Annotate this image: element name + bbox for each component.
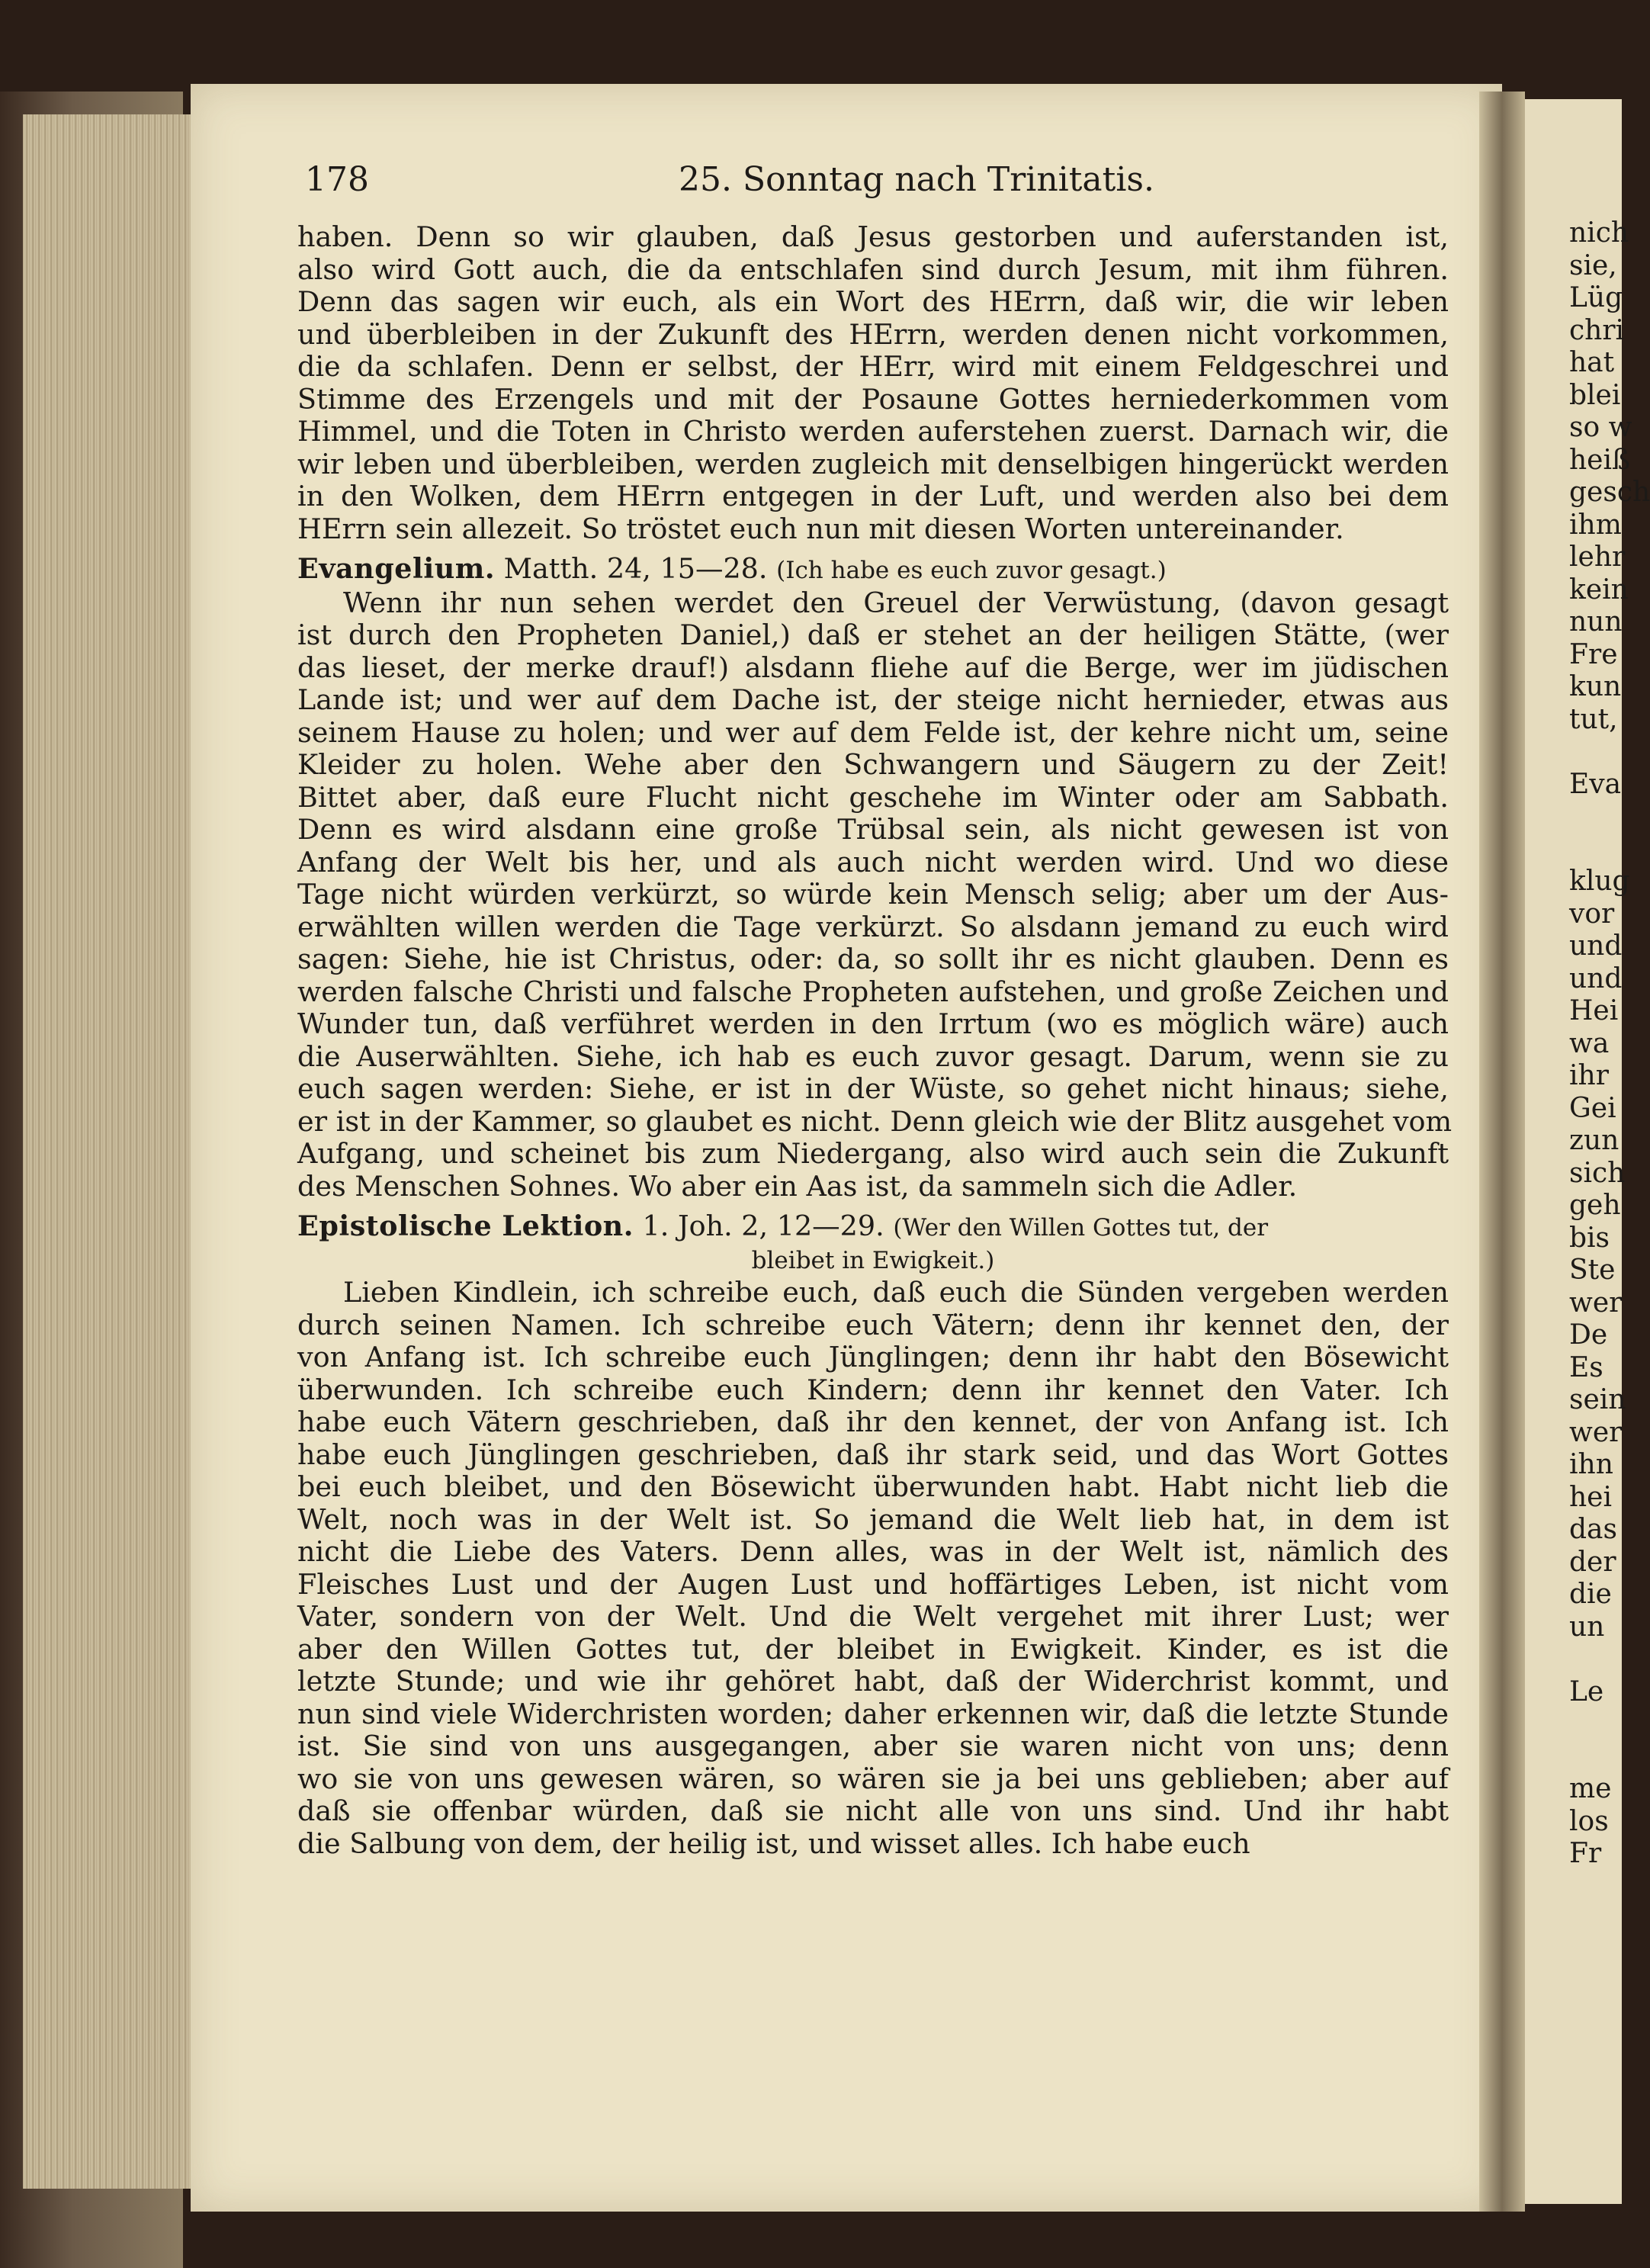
text-line: werden falsche Christi und falsche Propheten aufstehen, und große Zeichen und — [297, 975, 1449, 1008]
text-line: aber den Willen Gottes tut, der bleibet in Ewigkeit. Kinder, es ist die — [297, 1632, 1449, 1666]
adjacent-page-fragment — [1569, 736, 1622, 769]
adjacent-page-fragment: sich — [1569, 1157, 1626, 1189]
text-line: das lieset, der merke drauf!) alsdann fliehe auf die Berge, wer im jüdischen — [297, 651, 1449, 684]
running-head — [305, 160, 1433, 206]
text-line: wo sie von uns gewesen wären, so wären sie ja bei uns geblieben; aber auf — [297, 1762, 1449, 1795]
adjacent-page-fragment: sie, — [1569, 249, 1617, 281]
text-line: Tage nicht würden verkürzt, so würde kein Mensch selig; aber um der Aus- — [297, 878, 1449, 911]
page-edges — [23, 114, 198, 2189]
adjacent-page-fragment: so w — [1569, 412, 1632, 443]
adjacent-page-fragment: blei — [1569, 379, 1621, 411]
text-line: nicht die Liebe des Vaters. Denn alles, was in der Welt ist, nämlich des — [297, 1535, 1449, 1568]
epistle-lesson-note-cont: bleibet in Ewigkeit.) — [751, 1246, 995, 1274]
adjacent-page-fragment: wer — [1569, 1416, 1623, 1448]
text-line: Aufgang, und scheinet bis zum Niedergang, also wird auch sein die Zukunft — [297, 1137, 1449, 1170]
text-line: Lande ist; und wer auf dem Dache ist, der steige nicht hernieder, etwas aus — [297, 683, 1449, 716]
adjacent-page-fragment: vor — [1569, 898, 1615, 930]
adjacent-page-fragment: Eva — [1569, 768, 1622, 800]
text-line: letzte Stunde; und wie ihr gehöret habt, daß der Widerchrist kommt, und — [297, 1665, 1449, 1698]
text-line: also wird Gott auch, die da entschlafen sind durch Jesum, mit ihm führen. — [297, 252, 1449, 286]
text-line: die Salbung von dem, der heilig ist, und wisset alles. Ich habe euch — [297, 1826, 1250, 1860]
adjacent-page-fragment: wa — [1569, 1027, 1610, 1059]
adjacent-page-fragment — [1569, 801, 1622, 834]
adjacent-page-fragment: zun — [1569, 1125, 1620, 1156]
adjacent-page-fragment: und — [1569, 962, 1623, 994]
text-line: Bittet aber, daß eure Flucht nicht geschehe im Winter oder am Sabbath. — [297, 780, 1449, 814]
adjacent-page-fragment: hat — [1569, 347, 1615, 378]
text-line: Denn es wird alsdann eine große Trübsal sein, als nicht gewesen ist von — [297, 813, 1449, 846]
gospel-label: Evangelium. — [297, 552, 496, 585]
adjacent-page-fragment — [1569, 1708, 1622, 1741]
gospel-text — [297, 586, 1453, 1203]
text-line: Vater, sondern von der Welt. Und die Welt vergehet mit ihrer Lust; wer — [297, 1600, 1449, 1633]
adjacent-page-fragment — [1569, 1643, 1622, 1676]
adjacent-page-fragment: klug — [1569, 866, 1630, 897]
text-line: in den Wolken, dem HErrn entgegen in der Luft, und werden also bei dem — [297, 480, 1449, 512]
adjacent-page-fragment: nun — [1569, 606, 1623, 638]
text-line: daß sie offenbar würden, daß sie nicht alle von uns sind. Und ihr habt — [297, 1794, 1449, 1827]
text-line: wir leben und überbleiben, werden zugleich mit denselbigen hingerückt werden — [297, 447, 1449, 480]
text-line: habe euch Vätern geschrieben, daß ihr den kennet, der von Anfang ist. Ich — [297, 1405, 1449, 1438]
text-line: Fleisches Lust und der Augen Lust und hoffärtiges Leben, ist nicht vom — [297, 1567, 1449, 1601]
adjacent-page-fragment — [1569, 834, 1622, 866]
epistle-lesson-text — [297, 1277, 1449, 1860]
adjacent-page-fragment: Es — [1569, 1351, 1603, 1383]
gospel-ref: Matth. 24, 15—28. — [503, 552, 768, 585]
text-line: Stimme des Erzengels und mit der Posaune Gottes herniederkommen vom — [297, 382, 1449, 416]
adjacent-page-fragment: hei — [1569, 1481, 1613, 1513]
adjacent-page-fragment: die — [1569, 1579, 1612, 1610]
adjacent-page-fragment: De — [1569, 1319, 1608, 1351]
adjacent-page-fragment: Lüg — [1569, 282, 1623, 313]
text-line: ist. Sie sind von uns ausgegangen, aber sie waren nicht von uns; denn — [297, 1730, 1449, 1762]
text-line: er ist in der Kammer, so glaubet es nicht. Denn gleich wie der Blitz ausgehet vom — [297, 1104, 1453, 1138]
adjacent-page-fragment: ihr — [1569, 1060, 1609, 1091]
text-line: HErrn sein allezeit. So tröstet euch nun mit diesen Worten untereinander. — [297, 512, 1344, 545]
gospel-heading — [297, 553, 1449, 587]
adjacent-page-fragment: Fr — [1569, 1838, 1602, 1869]
adjacent-page-fragment: ihm — [1569, 509, 1622, 541]
text-line: seinem Hause zu holen; und wer auf dem Felde ist, der kehre nicht um, seine — [297, 715, 1449, 749]
adjacent-page-fragment: und — [1569, 930, 1623, 962]
adjacent-page-fragment: heiß — [1569, 444, 1631, 476]
text-line: die da schlafen. Denn er selbst, der HErr, wird mit einem Feldgeschrei und — [297, 350, 1449, 383]
text-line: Wunder tun, daß verführet werden in den Irrtum (wo es möglich wäre) auch — [297, 1007, 1449, 1040]
adjacent-page-fragment: kun — [1569, 671, 1622, 702]
text-line: und überbleiben in der Zukunft des HErrn, werden denen nicht vorkommen, — [297, 317, 1449, 351]
adjacent-page-fragment: kein — [1569, 573, 1629, 606]
adjacent-page-fragment: gesch — [1569, 477, 1650, 508]
adjacent-page-fragment: Fre — [1569, 638, 1618, 670]
adjacent-page-fragment: sein — [1569, 1384, 1626, 1415]
adjacent-page-fragment: tut, — [1569, 703, 1618, 735]
text-line: überwunden. Ich schreibe euch Kindern; denn ihr kennet den Vater. Ich — [297, 1373, 1449, 1406]
adjacent-page-fragment: un — [1569, 1611, 1605, 1643]
epistle-lesson-heading — [297, 1210, 1449, 1245]
text-line: Wenn ihr nun sehen werdet den Greuel der Verwüstung, (davon gesagt — [343, 586, 1449, 619]
adjacent-page-text — [1569, 217, 1650, 1871]
text-line: bei euch bleibet, und den Bösewicht überwunden habt. Habt nicht lieb die — [297, 1470, 1449, 1503]
epistle-lesson-label: Epistolische Lektion. — [297, 1209, 634, 1242]
gospel-note: (Ich habe es euch zuvor gesagt.) — [776, 557, 1167, 584]
adjacent-page-fragment: Le — [1569, 1675, 1604, 1707]
text-line: sagen: Siehe, hie ist Christus, oder: da, so sollt ihr es nicht glauben. Denn es — [297, 943, 1449, 975]
text-line: nun sind viele Widerchristen worden; daher erkennen wir, daß die letzte Stunde — [297, 1697, 1449, 1730]
adjacent-page-fragment: lehr — [1569, 541, 1626, 573]
adjacent-page-fragment: chri — [1569, 314, 1625, 346]
page-title: 25. Sonntag nach Trinitatis. — [679, 160, 1154, 199]
adjacent-page-fragment — [1569, 1741, 1622, 1774]
text-line: Denn das sagen wir euch, als ein Wort des HErrn, daß wir, die wir leben — [297, 285, 1449, 318]
text-line: Anfang der Welt bis her, und als auch nicht werden wird. Und wo diese — [297, 845, 1449, 879]
text-line: euch sagen werden: Siehe, er ist in der Wüste, so gehet nicht hinaus; siehe, — [297, 1072, 1449, 1105]
adjacent-page-fragment: Hei — [1569, 995, 1619, 1026]
adjacent-page-fragment: das — [1569, 1514, 1617, 1545]
adjacent-page-fragment: der — [1569, 1546, 1616, 1578]
text-line: Lieben Kindlein, ich schreibe euch, daß euch die Sünden vergeben werden — [343, 1276, 1449, 1309]
text-line: des Menschen Sohnes. Wo aber ein Aas ist, da sammeln sich die Adler. — [297, 1169, 1298, 1203]
adjacent-page-fragment: Ste — [1569, 1254, 1616, 1286]
text-line: von Anfang ist. Ich schreibe euch Jünglingen; denn ihr habt den Bösewicht — [297, 1341, 1449, 1373]
adjacent-page-fragment: me — [1569, 1773, 1612, 1804]
text-line: Himmel, und die Toten in Christo werden auferstehen zuerst. Darnach wir, die — [297, 415, 1449, 448]
epistle-lesson-note: (Wer den Willen Gottes tut, der — [893, 1214, 1269, 1242]
adjacent-page-fragment: ihn — [1569, 1449, 1613, 1480]
page-number: 178 — [305, 160, 369, 199]
adjacent-page-fragment: geh — [1569, 1190, 1621, 1221]
epistle-lesson-ref: 1. Joh. 2, 12—29. — [642, 1209, 884, 1242]
text-line: ist durch den Propheten Daniel,) daß er stehet an der heiligen Stätte, (wer — [297, 618, 1449, 651]
adjacent-page-fragment: bis — [1569, 1222, 1610, 1254]
text-line: erwählten willen werden die Tage verkürzt. So alsdann jemand zu euch wird — [297, 910, 1449, 943]
text-line: die Auserwählten. Siehe, ich hab es euch zuvor gesagt. Darum, wenn sie zu — [297, 1039, 1449, 1073]
text-line: habe euch Jünglingen geschrieben, daß ihr stark seid, und das Wort Gottes — [297, 1438, 1449, 1471]
page-body — [297, 220, 1453, 1860]
text-line: Welt, noch was in der Welt ist. So jemand die Welt lieb hat, in dem ist — [297, 1502, 1449, 1536]
epistle-continuation — [297, 221, 1449, 545]
text-line: durch seinen Namen. Ich schreibe euch Vätern; denn ihr kennet den, der — [297, 1308, 1449, 1341]
adjacent-page-fragment: Gei — [1569, 1092, 1616, 1124]
book-gutter — [1479, 92, 1525, 2212]
text-line: Kleider zu holen. Wehe aber den Schwangern und Säugern zu der Zeit! — [297, 748, 1449, 781]
adjacent-page-fragment: nich — [1569, 217, 1629, 249]
text-line: haben. Denn so wir glauben, daß Jesus gestorben und auferstanden ist, — [297, 220, 1449, 253]
adjacent-page-fragment: los — [1569, 1805, 1609, 1837]
adjacent-page-fragment: wer — [1569, 1287, 1623, 1319]
